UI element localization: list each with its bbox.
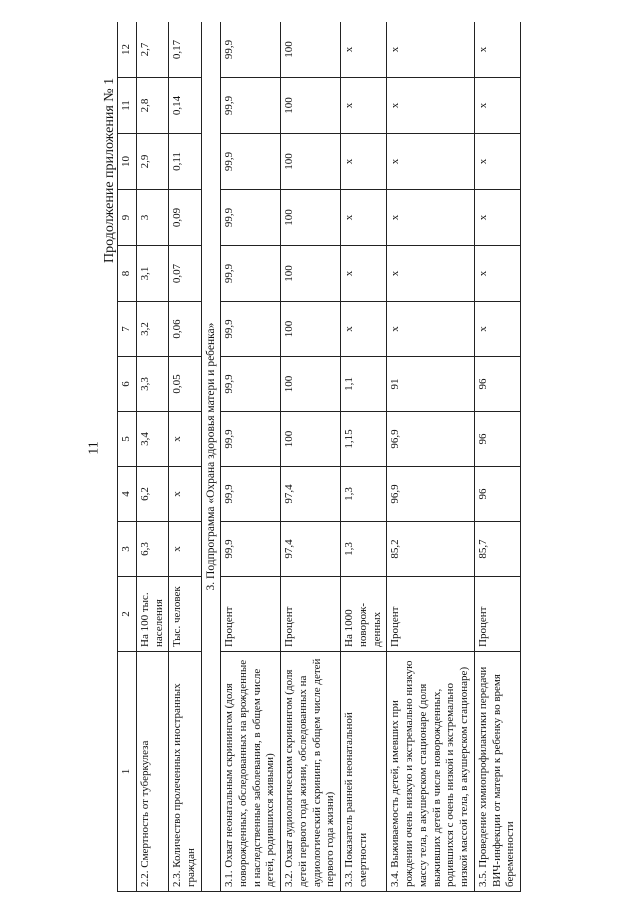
value-cell: 2,9	[136, 134, 169, 190]
unit-cell: Процент	[474, 577, 520, 652]
value-cell: 0,06	[169, 302, 202, 357]
value-cell: x	[341, 190, 387, 246]
value-cell: 100	[281, 78, 341, 134]
column-number-cell: 5	[118, 412, 137, 467]
value-cell: 2,8	[136, 78, 169, 134]
value-cell: x	[474, 246, 520, 302]
table-row	[281, 22, 341, 892]
section-title: 3. Подпрограмма «Охрана здоровья матери и ребенка»	[201, 22, 220, 892]
value-cell: 85,7	[474, 522, 520, 577]
value-cell: x	[341, 302, 387, 357]
column-number-cell: 4	[118, 467, 137, 522]
value-cell: 100	[281, 357, 341, 412]
value-cell: 1,3	[341, 522, 387, 577]
value-cell: x	[341, 246, 387, 302]
value-cell: 99,9	[221, 134, 281, 190]
table-row	[136, 22, 169, 892]
indicator-cell: 3.4. Выживаемость детей, имевших при рождении очень низкую и экстремально низкую массу тела, в акушерском стационаре (доля выживших детей в числе новорожденных, родившихся с очень низкой и экстремально низкой массой тела, в акушерском стационаре)	[387, 652, 475, 892]
value-cell: 96	[474, 357, 520, 412]
value-cell: 0,14	[169, 78, 202, 134]
column-number-cell: 12	[118, 22, 137, 78]
value-cell: 100	[281, 246, 341, 302]
value-cell: x	[474, 190, 520, 246]
value-cell: x	[387, 246, 475, 302]
value-cell: 99,9	[221, 190, 281, 246]
table-body	[136, 22, 520, 892]
column-number-cell: 1	[118, 652, 137, 892]
value-cell: 100	[281, 190, 341, 246]
value-cell: 3,4	[136, 412, 169, 467]
column-number-cell: 6	[118, 357, 137, 412]
value-cell: 99,9	[221, 78, 281, 134]
value-cell: x	[169, 522, 202, 577]
value-cell: 96,9	[387, 412, 475, 467]
value-cell: 99,9	[221, 302, 281, 357]
value-cell: 96	[474, 412, 520, 467]
value-cell: 0,09	[169, 190, 202, 246]
value-cell: 100	[281, 302, 341, 357]
page-number: 11	[86, 441, 102, 455]
value-cell: 0,05	[169, 357, 202, 412]
value-cell: x	[169, 467, 202, 522]
value-cell: 99,9	[221, 246, 281, 302]
value-cell: 6,2	[136, 467, 169, 522]
table-row	[221, 22, 281, 892]
table-row	[387, 22, 475, 892]
unit-cell: Процент	[221, 577, 281, 652]
column-number-cell: 9	[118, 190, 137, 246]
value-cell: 96,9	[387, 467, 475, 522]
table-rotator	[117, 22, 617, 892]
value-cell: x	[341, 22, 387, 78]
value-cell: 6,3	[136, 522, 169, 577]
value-cell: 2,7	[136, 22, 169, 78]
section-header-row	[201, 22, 220, 892]
value-cell: 100	[281, 134, 341, 190]
value-cell: 99,9	[221, 467, 281, 522]
value-cell: 91	[387, 357, 475, 412]
unit-cell: Процент	[387, 577, 475, 652]
value-cell: x	[341, 134, 387, 190]
value-cell: x	[387, 302, 475, 357]
value-cell: 0,11	[169, 134, 202, 190]
value-cell: 96	[474, 467, 520, 522]
value-cell: x	[474, 134, 520, 190]
value-cell: 85,2	[387, 522, 475, 577]
table-row	[169, 22, 202, 892]
indicator-cell: 3.1. Охват неонатальным скринингом (доля новорожденных, обследованных на врожденные и наследственные заболевания, в общем числе детей, родившихся живыми)	[221, 652, 281, 892]
value-cell: 0,17	[169, 22, 202, 78]
indicators-table	[117, 22, 521, 892]
value-cell: x	[474, 302, 520, 357]
column-number-cell: 10	[118, 134, 137, 190]
unit-cell: На 100 тыс. населения	[136, 577, 169, 652]
value-cell: x	[387, 190, 475, 246]
value-cell: x	[169, 412, 202, 467]
value-cell: 1,3	[341, 467, 387, 522]
indicator-cell: 3.5. Проведение химиопрофилактики передачи ВИЧ-инфекции от матери к ребенку во время беременности	[474, 652, 520, 892]
column-number-cell: 2	[118, 577, 137, 652]
column-number-row	[118, 22, 137, 892]
value-cell: 99,9	[221, 522, 281, 577]
value-cell: 99,9	[221, 22, 281, 78]
value-cell: 3,3	[136, 357, 169, 412]
table-row	[474, 22, 520, 892]
table-frame	[117, 22, 617, 892]
value-cell: 100	[281, 22, 341, 78]
indicator-cell: 3.3. Показатель ранней неонатальной смертности	[341, 652, 387, 892]
indicator-cell: 2.2. Смертность от туберкулеза	[136, 652, 169, 892]
value-cell: 1,1	[341, 357, 387, 412]
value-cell: 3	[136, 190, 169, 246]
column-number-cell: 11	[118, 78, 137, 134]
value-cell: 0,07	[169, 246, 202, 302]
value-cell: 99,9	[221, 412, 281, 467]
value-cell: 97,4	[281, 522, 341, 577]
column-number-cell: 8	[118, 246, 137, 302]
appendix-title: Продолжение приложения № 1	[102, 77, 117, 263]
value-cell: x	[387, 134, 475, 190]
unit-cell: Процент	[281, 577, 341, 652]
indicator-cell: 3.2. Охват аудиологическим скринингом (доля детей первого года жизни, обследованных на аудиологический скрининг, в общем числе детей первого года жизни)	[281, 652, 341, 892]
value-cell: 3,2	[136, 302, 169, 357]
value-cell: 1,15	[341, 412, 387, 467]
value-cell: x	[387, 78, 475, 134]
value-cell: x	[341, 78, 387, 134]
unit-cell: На 1000 новорож-денных	[341, 577, 387, 652]
value-cell: 100	[281, 412, 341, 467]
value-cell: 97,4	[281, 467, 341, 522]
column-number-cell: 3	[118, 522, 137, 577]
value-cell: 99,9	[221, 357, 281, 412]
value-cell: x	[387, 22, 475, 78]
value-cell: x	[474, 78, 520, 134]
indicator-cell: 2.3. Количество пролеченных иностранных граждан	[169, 652, 202, 892]
value-cell: x	[474, 22, 520, 78]
unit-cell: Тыс. человек	[169, 577, 202, 652]
value-cell: 3,1	[136, 246, 169, 302]
column-number-cell: 7	[118, 302, 137, 357]
table-row	[341, 22, 387, 892]
